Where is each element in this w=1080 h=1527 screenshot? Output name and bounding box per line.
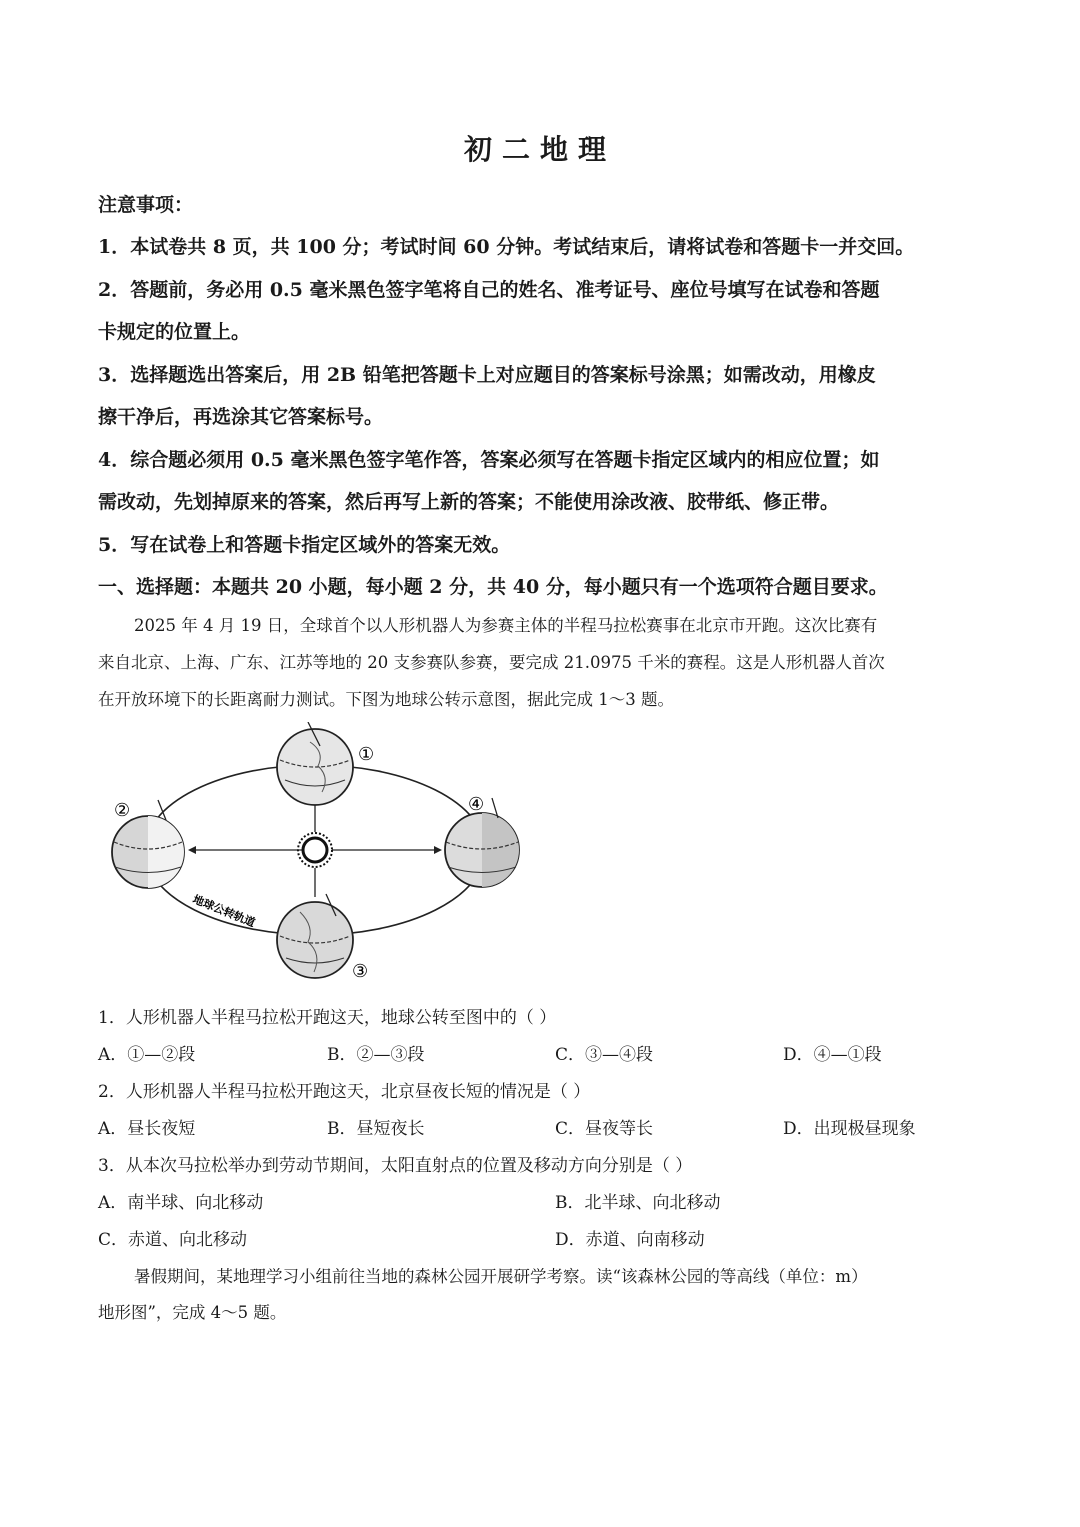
question-option: A．南半球、向北移动 <box>98 1193 264 1213</box>
section-heading: 一、选择题：本题共 20 小题，每小题 2 分，共 40 分，每小题只有一个选项符合题目要求。 <box>98 576 888 598</box>
question-stem: 2．人形机器人半程马拉松开跑这天，北京昼夜长短的情况是（ ） <box>98 1082 591 1102</box>
question-option: C．③—④段 <box>555 1045 654 1065</box>
note-line: 3．选择题选出答案后，用 2B 铅笔把答题卡上对应题目的答案标号涂黑；如需改动，用橡皮 <box>98 364 876 386</box>
notes-heading: 注意事项： <box>98 194 194 216</box>
passage-line: 来自北京、上海、广东、江苏等地的 20 支参赛队参赛，要完成 21.0975 千米的赛程。这是人形机器人首次 <box>98 653 885 672</box>
diagram-label: ① <box>358 744 375 765</box>
orbit-label: 地球公转轨道 <box>190 892 257 930</box>
question-option: D．④—①段 <box>783 1045 882 1065</box>
question-stem: 1．人形机器人半程马拉松开跑这天，地球公转至图中的（ ） <box>98 1008 557 1028</box>
question-option: B．昼短夜长 <box>327 1119 425 1139</box>
question-option: D．赤道、向南移动 <box>555 1230 705 1250</box>
question-option: B．②—③段 <box>327 1045 425 1065</box>
note-line: 5．写在试卷上和答题卡指定区域外的答案无效。 <box>98 534 511 556</box>
passage-line: 2025 年 4 月 19 日，全球首个以人形机器人为参赛主体的半程马拉松赛事在北京市开跑。这次比赛有 <box>134 616 878 635</box>
question-option: C．昼夜等长 <box>555 1119 654 1139</box>
note-line: 4．综合题必须用 0.5 毫米黑色签字笔作答，答案必须写在答题卡指定区域内的相应位置；如 <box>98 449 880 471</box>
passage-line: 地形图”，完成 4～5 题。 <box>98 1303 287 1322</box>
note-line: 2．答题前，务必用 0.5 毫米黑色签字笔将自己的姓名、准考证号、座位号填写在试卷和答题 <box>98 279 880 301</box>
page-title: 初二地理 <box>463 133 616 166</box>
passage-line: 暑假期间，某地理学习小组前往当地的森林公园开展研学考察。读“该森林公园的等高线（单位：m） <box>134 1267 868 1286</box>
question-option: C．赤道、向北移动 <box>98 1230 248 1250</box>
question-option: A．①—②段 <box>98 1045 196 1065</box>
passage-line: 在开放环境下的长距离耐力测试。下图为地球公转示意图，据此完成 1～3 题。 <box>98 690 674 709</box>
earth-revolution-diagram <box>100 722 530 987</box>
question-option: D．出现极昼现象 <box>783 1119 916 1139</box>
note-line: 卡规定的位置上。 <box>98 321 251 343</box>
note-line: 1．本试卷共 8 页，共 100 分；考试时间 60 分钟。考试结束后，请将试卷和答题卡一并交回。 <box>98 236 915 258</box>
question-option: B．北半球、向北移动 <box>555 1193 721 1213</box>
diagram-label: ② <box>114 800 131 821</box>
note-line: 擦干净后，再选涂其它答案标号。 <box>98 406 384 428</box>
diagram-label: ④ <box>468 794 485 815</box>
note-line: 需改动，先划掉原来的答案，然后再写上新的答案；不能使用涂改液、胶带纸、修正带。 <box>98 491 840 513</box>
question-stem: 3．从本次马拉松举办到劳动节期间，太阳直射点的位置及移动方向分别是（ ） <box>98 1156 693 1176</box>
question-option: A．昼长夜短 <box>98 1119 196 1139</box>
diagram-label: ③ <box>352 961 369 982</box>
